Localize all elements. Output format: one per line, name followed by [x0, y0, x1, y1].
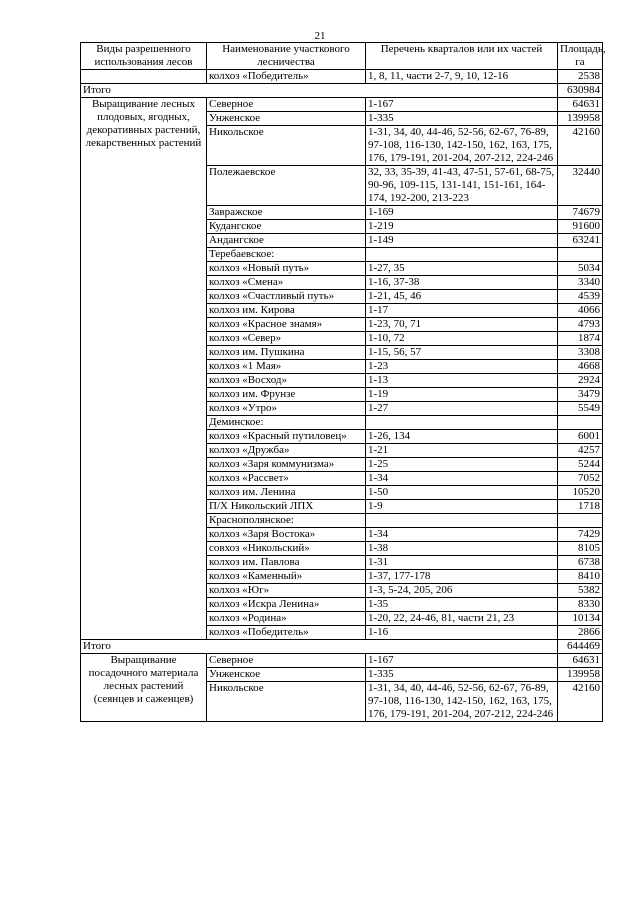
- area-cell: 4668: [558, 360, 603, 374]
- total-row: [81, 640, 603, 654]
- area-cell: 139958: [558, 112, 603, 126]
- header-use-type: Виды разрешенного использования лесов: [81, 43, 207, 70]
- area-cell: 4257: [558, 444, 603, 458]
- area-cell: 5244: [558, 458, 603, 472]
- quarters-cell: 1-16: [366, 626, 558, 640]
- total-row: [81, 84, 603, 98]
- area-cell: 32440: [558, 166, 603, 206]
- area-cell: 2538: [558, 70, 603, 84]
- forestry-name-cell: Унженское: [207, 112, 366, 126]
- area-cell: 7052: [558, 472, 603, 486]
- quarters-cell: 1, 8, 11, части 2-7, 9, 10, 12-16: [366, 70, 558, 84]
- quarters-cell: 1-167: [366, 98, 558, 112]
- table-row: [81, 654, 603, 668]
- forestry-name-cell: Краснополянское:: [207, 514, 366, 528]
- total-value: 630984: [558, 84, 603, 98]
- area-cell: 4793: [558, 318, 603, 332]
- forestry-name-cell: колхоз «Рассвет»: [207, 472, 366, 486]
- table-body: [81, 70, 603, 722]
- quarters-cell: 1-17: [366, 304, 558, 318]
- forestry-name-cell: Полежаевское: [207, 166, 366, 206]
- forestry-name-cell: колхоз им. Кирова: [207, 304, 366, 318]
- forestry-name-cell: колхоз «Родина»: [207, 612, 366, 626]
- area-cell: [558, 514, 603, 528]
- quarters-cell: 1-35: [366, 598, 558, 612]
- forestry-name-cell: колхоз «Искра Ленина»: [207, 598, 366, 612]
- forest-use-table: [80, 42, 606, 722]
- quarters-cell: 1-3, 5-24, 205, 206: [366, 584, 558, 598]
- forestry-name-cell: колхоз «Заря Востока»: [207, 528, 366, 542]
- area-cell: 1874: [558, 332, 603, 346]
- quarters-cell: 1-50: [366, 486, 558, 500]
- quarters-cell: 1-34: [366, 528, 558, 542]
- quarters-cell: 1-26, 134: [366, 430, 558, 444]
- area-cell: 8410: [558, 570, 603, 584]
- quarters-cell: 1-169: [366, 206, 558, 220]
- forestry-name-cell: колхоз им. Пушкина: [207, 346, 366, 360]
- header-area: Площадь, га: [558, 43, 603, 70]
- forestry-name-cell: колхоз «Красный путиловец»: [207, 430, 366, 444]
- forestry-name-cell: П/Х Никольский ЛПХ: [207, 500, 366, 514]
- header-quarters: Перечень кварталов или их частей: [366, 43, 558, 70]
- use-type-cell: [81, 70, 207, 84]
- quarters-cell: [366, 416, 558, 430]
- table-row: [81, 70, 603, 84]
- forestry-name-cell: Андангское: [207, 234, 366, 248]
- area-cell: 64631: [558, 98, 603, 112]
- area-cell: 3308: [558, 346, 603, 360]
- area-cell: 4539: [558, 290, 603, 304]
- use-type-cell: Выращивание посадочного материала лесных растений (сеянцев и саженцев): [81, 654, 207, 722]
- page-number: 21: [314, 30, 326, 42]
- area-cell: 3340: [558, 276, 603, 290]
- header-forestry-name: Наименование участкового лесничества: [207, 43, 366, 70]
- quarters-cell: 1-20, 22, 24-46, 81, части 21, 23: [366, 612, 558, 626]
- forestry-name-cell: Северное: [207, 654, 366, 668]
- area-cell: 91600: [558, 220, 603, 234]
- forestry-name-cell: колхоз «Заря коммунизма»: [207, 458, 366, 472]
- use-type-cell: Выращивание лесных плодовых, ягодных, декоративных растений, лекарственных растений: [81, 98, 207, 640]
- forestry-name-cell: Кудангское: [207, 220, 366, 234]
- quarters-cell: 1-23, 70, 71: [366, 318, 558, 332]
- area-cell: 2866: [558, 626, 603, 640]
- forestry-name-cell: колхоз «Новый путь»: [207, 262, 366, 276]
- quarters-cell: 1-15, 56, 57: [366, 346, 558, 360]
- total-label: Итого: [81, 84, 558, 98]
- area-cell: 3479: [558, 388, 603, 402]
- area-cell: 5382: [558, 584, 603, 598]
- forestry-name-cell: колхоз им. Павлова: [207, 556, 366, 570]
- area-cell: 8330: [558, 598, 603, 612]
- area-cell: [558, 416, 603, 430]
- forestry-name-cell: колхоз «Каменный»: [207, 570, 366, 584]
- quarters-cell: 1-335: [366, 668, 558, 682]
- area-cell: 10134: [558, 612, 603, 626]
- quarters-cell: 1-219: [366, 220, 558, 234]
- forestry-name-cell: Завражское: [207, 206, 366, 220]
- quarters-cell: 1-19: [366, 388, 558, 402]
- quarters-cell: 1-27, 35: [366, 262, 558, 276]
- forestry-name-cell: колхоз «Победитель»: [207, 626, 366, 640]
- forestry-name-cell: колхоз «Дружба»: [207, 444, 366, 458]
- quarters-cell: 1-167: [366, 654, 558, 668]
- forestry-name-cell: колхоз «Юг»: [207, 584, 366, 598]
- quarters-cell: [366, 248, 558, 262]
- quarters-cell: 1-9: [366, 500, 558, 514]
- forestry-name-cell: колхоз «1 Мая»: [207, 360, 366, 374]
- area-cell: 2924: [558, 374, 603, 388]
- quarters-cell: 1-23: [366, 360, 558, 374]
- quarters-cell: 1-10, 72: [366, 332, 558, 346]
- area-cell: [558, 248, 603, 262]
- area-cell: 5034: [558, 262, 603, 276]
- quarters-cell: 1-21: [366, 444, 558, 458]
- area-cell: 64631: [558, 654, 603, 668]
- quarters-cell: 1-38: [366, 542, 558, 556]
- quarters-cell: 1-27: [366, 402, 558, 416]
- area-cell: 5549: [558, 402, 603, 416]
- quarters-cell: 1-335: [366, 112, 558, 126]
- total-label: Итого: [81, 640, 558, 654]
- area-cell: 6001: [558, 430, 603, 444]
- quarters-cell: 1-16, 37-38: [366, 276, 558, 290]
- area-cell: 4066: [558, 304, 603, 318]
- area-cell: 42160: [558, 682, 603, 722]
- area-cell: 63241: [558, 234, 603, 248]
- forestry-name-cell: Северное: [207, 98, 366, 112]
- quarters-cell: [366, 514, 558, 528]
- table-header-row: [81, 43, 603, 70]
- quarters-cell: 1-31, 34, 40, 44-46, 52-56, 62-67, 76-89, 97-108, 116-130, 142-150, 162, 163, 175, 176, 179-191, 201-204, 207-212, 224-246: [366, 682, 558, 722]
- forestry-name-cell: Никольское: [207, 682, 366, 722]
- forestry-name-cell: колхоз «Восход»: [207, 374, 366, 388]
- area-cell: 8105: [558, 542, 603, 556]
- area-cell: 74679: [558, 206, 603, 220]
- quarters-cell: 1-31, 34, 40, 44-46, 52-56, 62-67, 76-89, 97-108, 116-130, 142-150, 162, 163, 175, 176, 179-191, 201-204, 207-212, 224-246: [366, 126, 558, 166]
- forestry-name-cell: колхоз «Север»: [207, 332, 366, 346]
- area-cell: 139958: [558, 668, 603, 682]
- forestry-name-cell: Унженское: [207, 668, 366, 682]
- forestry-name-cell: Деминское:: [207, 416, 366, 430]
- total-value: 644469: [558, 640, 603, 654]
- quarters-cell: 1-31: [366, 556, 558, 570]
- area-cell: 42160: [558, 126, 603, 166]
- quarters-cell: 1-25: [366, 458, 558, 472]
- forestry-name-cell: колхоз «Счастливый путь»: [207, 290, 366, 304]
- forestry-name-cell: колхоз «Смена»: [207, 276, 366, 290]
- forestry-name-cell: совхоз «Никольский»: [207, 542, 366, 556]
- quarters-cell: 1-149: [366, 234, 558, 248]
- forestry-name-cell: колхоз им. Ленина: [207, 486, 366, 500]
- quarters-cell: 1-34: [366, 472, 558, 486]
- quarters-cell: 1-13: [366, 374, 558, 388]
- area-cell: 6738: [558, 556, 603, 570]
- quarters-cell: 1-21, 45, 46: [366, 290, 558, 304]
- quarters-cell: 32, 33, 35-39, 41-43, 47-51, 57-61, 68-75, 90-96, 109-115, 131-141, 151-161, 164-174, 192-200, 213-223: [366, 166, 558, 206]
- quarters-cell: 1-37, 177-178: [366, 570, 558, 584]
- area-cell: 10520: [558, 486, 603, 500]
- table-row: [81, 98, 603, 112]
- forestry-name-cell: Никольское: [207, 126, 366, 166]
- forestry-name-cell: колхоз «Красное знамя»: [207, 318, 366, 332]
- forestry-name-cell: колхоз «Победитель»: [207, 70, 366, 84]
- forestry-name-cell: колхоз «Утро»: [207, 402, 366, 416]
- forestry-name-cell: колхоз им. Фрунзе: [207, 388, 366, 402]
- area-cell: 7429: [558, 528, 603, 542]
- area-cell: 1718: [558, 500, 603, 514]
- forestry-name-cell: Теребаевское:: [207, 248, 366, 262]
